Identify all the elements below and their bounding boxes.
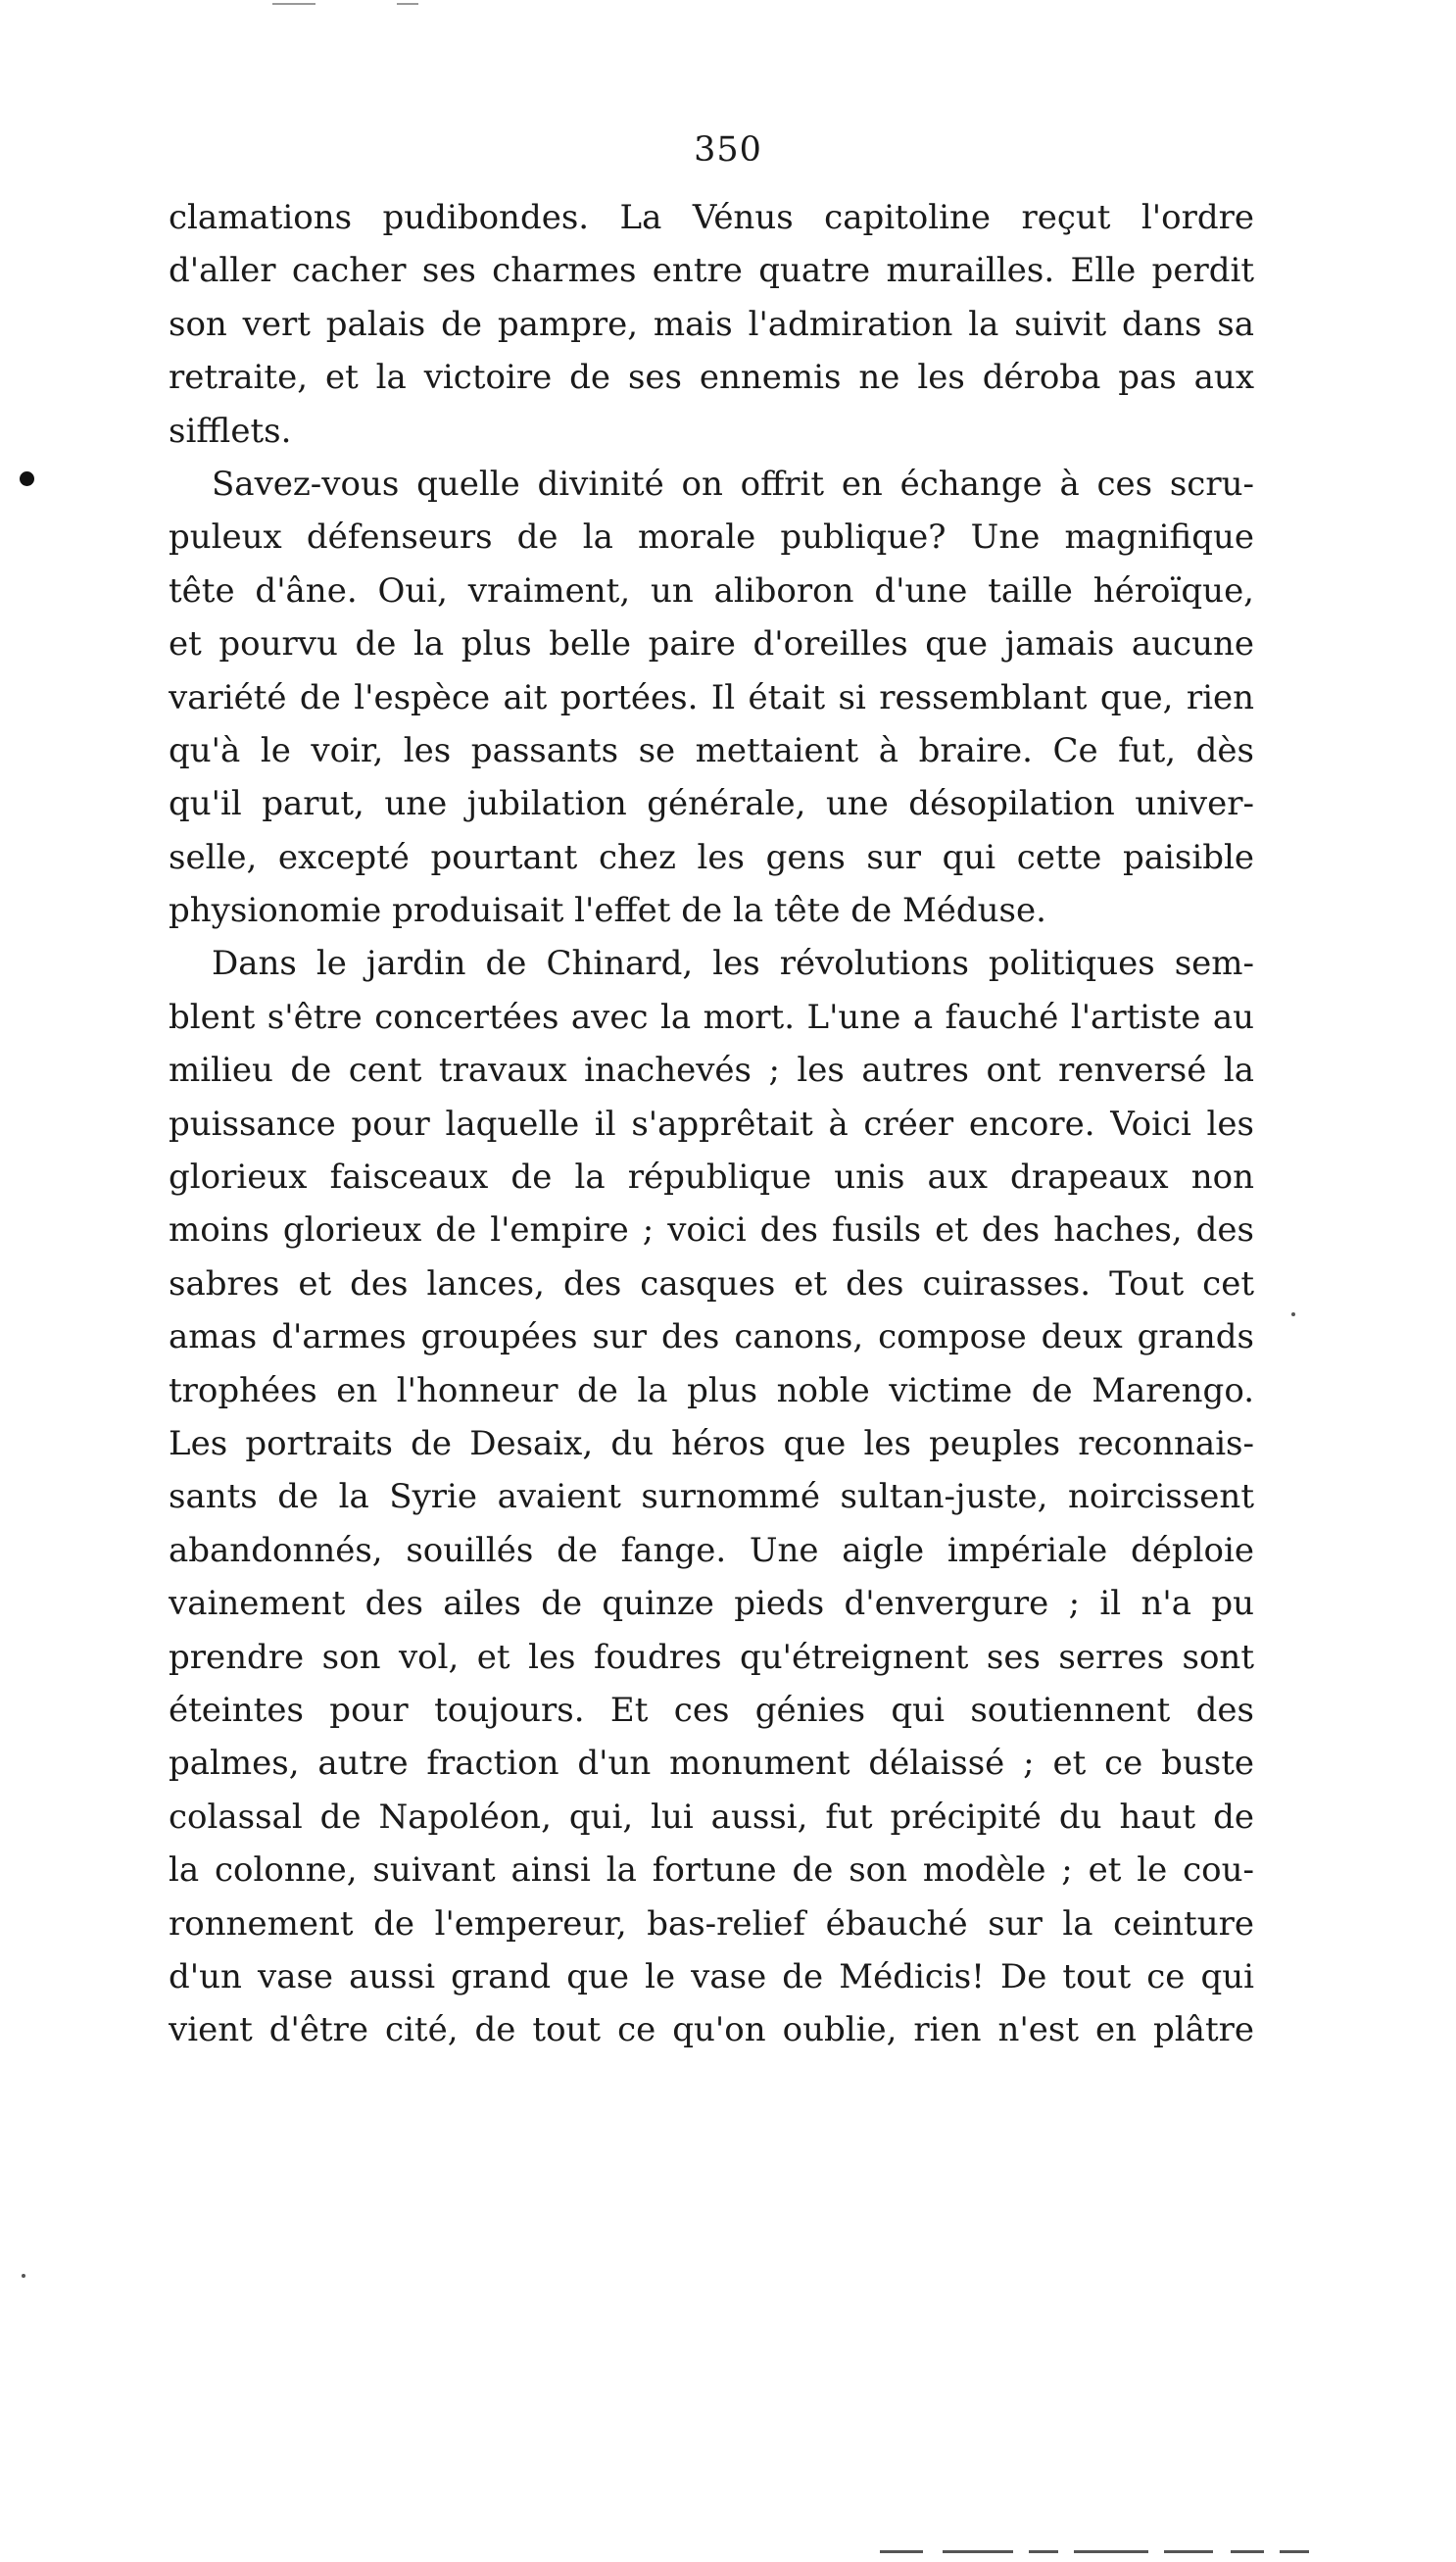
- scan-mark-bottom: [943, 2550, 1013, 2553]
- body-text: [169, 191, 1254, 2057]
- text-line: clamations pudibondes. La Vénus capitoline reçut l'ordre: [169, 198, 1254, 237]
- text-line: abandonnés, souillés de fange. Une aigle impériale déploie: [169, 1530, 1254, 1570]
- text-line: trophées en l'honneur de la plus noble victime de Marengo.: [169, 1370, 1254, 1410]
- scan-mark-bottom: [880, 2550, 923, 2553]
- scan-mark-bottom: [1231, 2550, 1264, 2553]
- text-line: blent s'être concertées avec la mort. L'une a fauché l'artiste au: [169, 997, 1254, 1037]
- text-line: tête d'âne. Oui, vraiment, un aliboron d'une taille héroïque,: [169, 570, 1254, 611]
- scan-mark-bottom: [1074, 2550, 1148, 2553]
- margin-speck: [1291, 1312, 1295, 1316]
- text-line: d'un vase aussi grand que le vase de Médicis! De tout ce qui: [169, 1956, 1254, 1996]
- scan-mark-bottom: [1029, 2550, 1058, 2553]
- scan-mark-top: [397, 3, 418, 5]
- text-line: colassal de Napoléon, qui, lui aussi, fut précipité du haut de: [169, 1797, 1254, 1837]
- text-line: moins glorieux de l'empire ; voici des fusils et des haches, des: [169, 1210, 1254, 1251]
- text-line: qu'à le voir, les passants se mettaient à braire. Ce fut, dès: [169, 730, 1254, 770]
- text-line: selle, excepté pourtant chez les gens sur qui cette paisible: [169, 837, 1254, 877]
- text-line: son vert palais de pampre, mais l'admiration la suivit dans sa: [169, 304, 1254, 344]
- text-line: Dans le jardin de Chinard, les révolutions politiques sem-: [212, 944, 1254, 984]
- text-line: sants de la Syrie avaient surnommé sultan-juste, noircissent: [169, 1477, 1254, 1517]
- text-line: ronnement de l'empereur, bas-relief ébauché sur la ceinture: [169, 1903, 1254, 1944]
- text-line: palmes, autre fraction d'un monument délaissé ; et ce buste: [169, 1744, 1254, 1784]
- text-line: puissance pour laquelle il s'apprêtait à créer encore. Voici les: [169, 1104, 1254, 1144]
- text-line: physionomie produisait l'effet de la tête de Méduse.: [169, 891, 1046, 931]
- text-line: vient d'être cité, de tout ce qu'on oublie, rien n'est en plâtre: [169, 2010, 1254, 2050]
- text-line: glorieux faisceaux de la république unis aux drapeaux non: [169, 1158, 1254, 1198]
- text-line: éteintes pour toujours. Et ces génies qui soutiennent des: [169, 1690, 1254, 1730]
- text-line: retraite, et la victoire de ses ennemis ne les déroba pas aux: [169, 358, 1254, 398]
- text-line: la colonne, suivant ainsi la fortune de son modèle ; et le cou-: [169, 1850, 1254, 1891]
- text-line: milieu de cent travaux inachevés ; les autres ont renversé la: [169, 1051, 1254, 1091]
- scan-mark-bottom: [1280, 2550, 1309, 2553]
- text-line: et pourvu de la plus belle paire d'oreilles que jamais aucune: [169, 624, 1254, 665]
- text-line: d'aller cacher ses charmes entre quatre murailles. Elle perdit: [169, 251, 1254, 291]
- text-line: prendre son vol, et les foudres qu'étreignent ses serres sont: [169, 1637, 1254, 1677]
- margin-speck: [22, 2274, 25, 2278]
- text-line: qu'il parut, une jubilation générale, une désopilation univer-: [169, 784, 1254, 824]
- text-line: sabres et des lances, des casques et des cuirasses. Tout cet: [169, 1263, 1254, 1304]
- scan-mark-top: [272, 3, 315, 5]
- text-line: sifflets.: [169, 411, 292, 451]
- text-line: vainement des ailes de quinze pieds d'envergure ; il n'a pu: [169, 1584, 1254, 1624]
- text-line: Les portraits de Desaix, du héros que les peuples reconnais-: [169, 1423, 1254, 1463]
- margin-dot: [20, 471, 34, 486]
- text-line: Savez-vous quelle divinité on offrit en échange à ces scru-: [212, 464, 1254, 504]
- scan-mark-bottom: [1164, 2550, 1213, 2553]
- text-line: puleux défenseurs de la morale publique? Une magnifique: [169, 517, 1254, 558]
- text-line: variété de l'espèce ait portées. Il était si ressemblant que, rien: [169, 677, 1254, 717]
- text-line: amas d'armes groupées sur des canons, compose deux grands: [169, 1317, 1254, 1357]
- page-number: 350: [694, 130, 762, 170]
